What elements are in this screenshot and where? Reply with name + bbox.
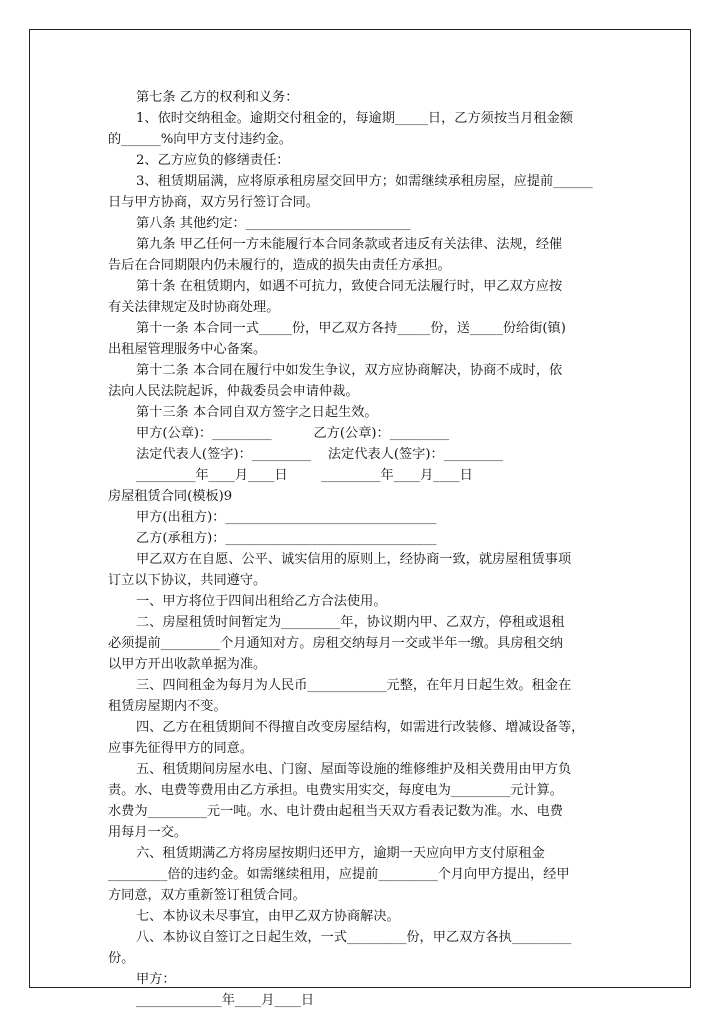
clause-6-cont-2: 方同意，双方重新签订租赁合同。 [108, 888, 306, 903]
clause-3: 三、四间租金为每月为人民币____________元整，在年月日起生效。租金在 [136, 678, 572, 693]
article-7-item-1: 1、依时交纳租金。逾期交付租金的，每逾期_____日，乙方须按当月租金额 [136, 111, 573, 126]
clause-4-cont: 应事先征得甲方的同意。 [108, 741, 254, 756]
article-12: 第十二条 本合同在履行中如发生争议，双方应协商解决，协商不成时，依 [136, 363, 563, 378]
sign-date: _____________年____月____日 [136, 993, 315, 1008]
clause-2: 二、房屋租赁时间暂定为_________年，协议期内甲、乙双方，停租或退租 [136, 615, 565, 630]
legal-rep-line: 法定代表人(签字)：_________ 法定代表人(签字)：_________ [136, 447, 504, 462]
article-10-cont: 有关法律规定及时协商处理。 [108, 300, 280, 315]
clause-5: 五、租赁期间房屋水电、门窗、屋面等设施的维修维护及相关费用由甲方负 [136, 762, 572, 777]
preamble: 甲乙双方在自愿、公平、诚实信用的原则上，经协商一致，就房屋租赁事项 [136, 552, 572, 567]
article-11-cont: 出租屋管理服务中心备案。 [108, 342, 267, 357]
party-a-sign: 甲方： [136, 972, 176, 987]
clause-2-cont-2: 以甲方开出收款单据为准。 [108, 657, 267, 672]
article-10: 第十条 在租赁期内，如遇不可抗力，致使合同无法履行时，甲乙双方应按 [136, 279, 563, 294]
article-7-title: 第七条 乙方的权利和义务： [136, 90, 299, 105]
article-9-cont: 告后在合同期限内仍未履行的，造成的损失由责任方承担。 [108, 258, 451, 273]
article-7-item-2: 2、乙方应负的修缮责任： [136, 153, 290, 168]
clause-5-cont-2: 水费为_________元一吨。水、电计费由起租当天双方看表记数为准。水、电费 [108, 804, 563, 819]
article-7-item-3: 3、租赁期届满，应将原承租房屋交回甲方；如需继续承租房屋，应提前______ [136, 174, 593, 189]
article-9: 第九条 甲乙任何一方未能履行本合同条款或者违反有关法律、法规，经催 [136, 237, 563, 252]
clause-6-cont-1: _________倍的违约金。如需继续租用，应提前_________个月向甲方提出，经甲 [108, 867, 570, 882]
clause-5-cont-1: 责。水、电费等费用由乙方承担。电费实用实交，每度电为_________元计算。 [108, 783, 563, 798]
document-body [108, 87, 611, 1011]
lessor-line: 甲方(出租方)：________________________________ [136, 510, 437, 525]
article-13: 第十三条 本合同自双方签字之日起生效。 [136, 405, 378, 420]
clause-5-cont-3: 用每月一交。 [108, 825, 188, 840]
clause-7: 七、本协议未尽事宜，由甲乙双方协商解决。 [136, 909, 400, 924]
clause-6: 六、租赁期满乙方将房屋按期归还甲方，逾期一天应向甲方支付原租金 [136, 846, 545, 861]
clause-2-cont-1: 必须提前_________个月通知对方。房租交纳每月一交或半年一缴。具房租交纳 [108, 636, 563, 651]
template-title: 房屋租赁合同(模板)9 [108, 489, 233, 504]
clause-1: 一、甲方将位于四间出租给乙方合法使用。 [136, 594, 387, 609]
clause-8: 八、本协议自签订之日起生效，一式_________份，甲乙双方各执_________ [136, 930, 572, 945]
lessee-line: 乙方(承租方)：________________________________ [136, 531, 437, 546]
preamble-cont: 订立以下协议，共同遵守。 [108, 573, 267, 588]
seal-line: 甲方(公章)：_________ 乙方(公章)：_________ [136, 426, 450, 441]
clause-3-cont: 租赁房屋期内不变。 [108, 699, 227, 714]
article-7-item-1-cont: 的______%向甲方支付违约金。 [108, 132, 292, 147]
article-12-cont: 法向人民法院起诉，仲裁委员会申请仲裁。 [108, 384, 359, 399]
clause-4: 四、乙方在租赁期间不得擅自改变房屋结构，如需进行改装修、增减设备等， [136, 720, 585, 735]
date-line: _________年____月____日 _________年____月____日 [136, 468, 473, 483]
article-7-item-3-cont: 日与甲方协商，双方另行签订合同。 [108, 195, 319, 210]
article-8: 第八条 其他约定：_________________________ [136, 216, 411, 231]
article-11: 第十一条 本合同一式_____份，甲乙双方各持_____份，送_____份给街(镇) [136, 321, 566, 336]
clause-8-cont: 份。 [108, 951, 135, 966]
